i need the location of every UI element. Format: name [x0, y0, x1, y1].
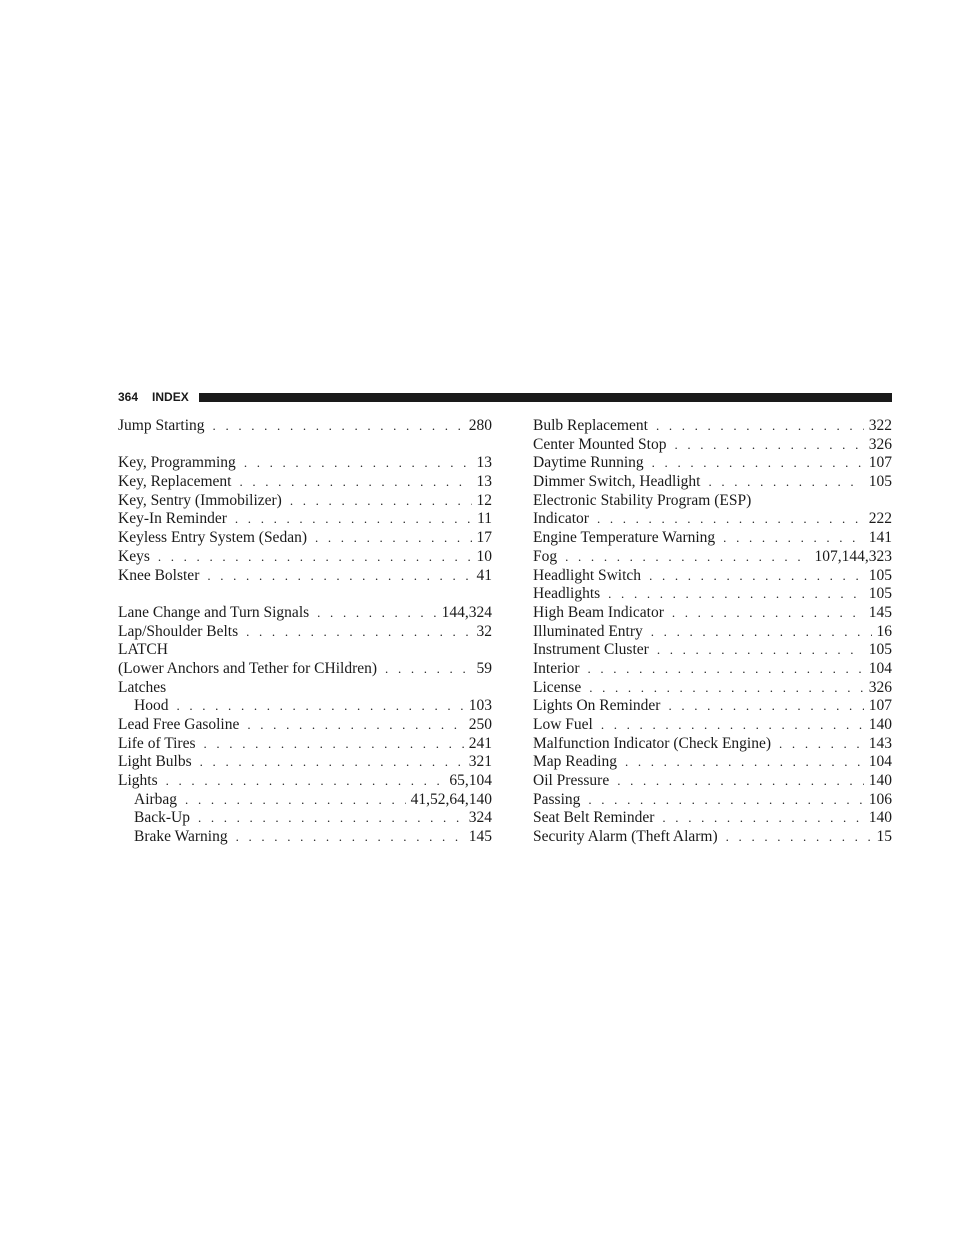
index-term: Lights — [118, 772, 158, 790]
index-term: Hood — [134, 697, 169, 715]
index-page-refs: 106 — [868, 790, 892, 808]
index-spacer — [118, 585, 492, 604]
header-rule — [199, 393, 892, 402]
index-spacer — [118, 436, 492, 455]
dot-leader — [176, 697, 463, 716]
index-page-refs: 105 — [868, 585, 892, 603]
index-term: Engine Temperature Warning — [533, 529, 716, 547]
index-entry — [118, 641, 492, 660]
index-entry — [533, 604, 892, 623]
index-entry — [533, 679, 892, 698]
index-term: Keyless Entry System (Sedan) — [118, 529, 307, 547]
index-entry — [533, 529, 892, 548]
index-term: Key, Replacement — [118, 473, 232, 491]
index-page-refs: 10 — [476, 547, 492, 565]
dot-leader — [662, 809, 863, 828]
index-page-refs: 65,104 — [449, 772, 492, 790]
dot-leader — [674, 436, 863, 455]
index-page-refs: 144,324 — [441, 603, 492, 621]
index-page-refs: 15 — [876, 828, 892, 846]
index-entry — [533, 623, 892, 642]
dot-leader — [158, 548, 472, 567]
index-entry — [118, 510, 492, 529]
index-entry — [533, 753, 892, 772]
index-column-left — [118, 417, 492, 847]
index-entry — [533, 473, 892, 492]
index-term: Jump Starting — [118, 417, 205, 434]
index-page-refs: 107,144,323 — [814, 547, 892, 565]
index-entry — [118, 772, 492, 791]
index-page-refs: 13 — [476, 473, 492, 491]
dot-leader — [608, 585, 864, 604]
index-term: Passing — [533, 790, 581, 808]
index-page-refs: 324 — [468, 809, 492, 827]
index-term: Illuminated Entry — [533, 622, 643, 640]
index-term: Oil Pressure — [533, 772, 610, 790]
dot-leader — [198, 809, 464, 828]
index-term: Security Alarm (Theft Alarm) — [533, 828, 718, 846]
dot-leader — [565, 548, 809, 567]
index-entry — [118, 529, 492, 548]
dot-leader — [185, 791, 406, 810]
index-page-refs: 41,52,64,140 — [410, 790, 492, 808]
index-page-refs: 16 — [876, 622, 892, 640]
index-term: Lap/Shoulder Belts — [118, 622, 239, 640]
index-page-refs: 321 — [468, 753, 492, 771]
dot-leader — [166, 772, 445, 791]
index-page-refs: 103 — [468, 697, 492, 715]
dot-leader — [657, 641, 864, 660]
index-column-right — [533, 417, 892, 847]
dot-leader — [236, 828, 464, 847]
index-entry — [118, 660, 492, 679]
index-entry — [118, 716, 492, 735]
index-term: Center Mounted Stop — [533, 435, 667, 453]
index-entry — [533, 735, 892, 754]
dot-leader — [597, 510, 864, 529]
dot-leader — [244, 454, 472, 473]
index-entry — [118, 604, 492, 623]
index-term: Low Fuel — [533, 716, 593, 733]
index-term: Airbag — [134, 790, 178, 808]
index-page-refs: 107 — [868, 454, 892, 472]
index-entry — [118, 473, 492, 492]
index-term: Dimmer Switch, Headlight — [533, 473, 701, 491]
index-entry — [533, 716, 892, 735]
index-term: Indicator — [533, 510, 589, 528]
dot-leader — [726, 828, 872, 847]
index-term: Map Reading — [533, 753, 617, 771]
index-page-refs: 280 — [468, 417, 492, 434]
index-term: Key, Programming — [118, 454, 236, 472]
index-page-refs: 104 — [868, 659, 892, 677]
dot-leader — [625, 753, 864, 772]
dot-leader — [246, 623, 471, 642]
index-entry — [118, 567, 492, 586]
index-term: Knee Bolster — [118, 566, 200, 584]
index-entry — [118, 679, 492, 698]
index-page-refs: 107 — [868, 697, 892, 715]
dot-leader — [204, 735, 464, 754]
dot-leader — [247, 716, 463, 735]
index-entry — [533, 567, 892, 586]
index-page-refs: 13 — [476, 454, 492, 472]
index-page-refs: 17 — [476, 529, 492, 547]
index-term: Keys — [118, 547, 150, 565]
index-page-refs: 222 — [868, 510, 892, 528]
index-term: Fog — [533, 547, 558, 565]
dot-leader — [601, 716, 864, 735]
index-term: Key-In Reminder — [118, 510, 227, 528]
index-entry — [533, 585, 892, 604]
index-page-refs: 11 — [477, 510, 492, 528]
index-entry — [533, 809, 892, 828]
index-subentry — [118, 697, 492, 716]
index-term: Lane Change and Turn Signals — [118, 603, 310, 621]
index-page-refs: 105 — [868, 566, 892, 584]
dot-leader — [649, 567, 864, 586]
index-page-refs: 12 — [476, 491, 492, 509]
index-term: License — [533, 678, 582, 696]
dot-leader — [652, 454, 864, 473]
index-page-refs: 250 — [468, 716, 492, 733]
index-page-refs: 32 — [476, 622, 492, 640]
dot-leader — [239, 473, 471, 492]
index-term: Headlight Switch — [533, 566, 642, 584]
index-entry — [118, 417, 492, 436]
index-term: Malfunction Indicator (Check Engine) — [533, 734, 772, 752]
dot-leader — [779, 735, 864, 754]
index-term: Key, Sentry (Immobilizer) — [118, 491, 282, 509]
index-entry — [533, 772, 892, 791]
dot-leader — [385, 660, 471, 679]
index-entry — [118, 548, 492, 567]
index-page-refs: 145 — [468, 828, 492, 846]
dot-leader — [708, 473, 863, 492]
index-term: Light Bulbs — [118, 753, 192, 771]
index-entry — [533, 791, 892, 810]
index-term: High Beam Indicator — [533, 603, 664, 621]
index-page-refs: 105 — [868, 641, 892, 659]
index-subentry — [118, 828, 492, 847]
index-entry — [533, 454, 892, 473]
index-page-refs: 143 — [868, 734, 892, 752]
index-term: Bulb Replacement — [533, 417, 648, 434]
index-entry — [533, 641, 892, 660]
dot-leader — [656, 417, 864, 436]
index-entry — [118, 735, 492, 754]
page-header — [118, 388, 892, 406]
dot-leader — [587, 660, 863, 679]
dot-leader — [290, 492, 472, 511]
index-subentry — [118, 809, 492, 828]
index-page-refs: 326 — [868, 435, 892, 453]
index-page-refs: 140 — [868, 809, 892, 827]
dot-leader — [213, 417, 464, 436]
dot-leader — [617, 772, 864, 791]
dot-leader — [200, 753, 464, 772]
index-entry — [533, 510, 892, 529]
index-entry — [533, 828, 892, 847]
index-page-refs: 140 — [868, 716, 892, 733]
index-entry — [533, 697, 892, 716]
index-entry — [533, 417, 892, 436]
index-page-refs: 326 — [868, 678, 892, 696]
index-term: LATCH — [118, 641, 168, 659]
dot-leader — [207, 567, 471, 586]
dot-leader — [317, 604, 436, 623]
index-term: Instrument Cluster — [533, 641, 649, 659]
dot-leader — [668, 697, 863, 716]
dot-leader — [723, 529, 864, 548]
section-title: INDEX — [152, 390, 189, 404]
index-entry — [533, 660, 892, 679]
index-subentry — [118, 791, 492, 810]
index-page-refs: 241 — [468, 734, 492, 752]
index-entry — [533, 436, 892, 455]
index-term: Electronic Stability Program (ESP) — [533, 491, 752, 509]
index-page-refs: 104 — [868, 753, 892, 771]
index-term: Brake Warning — [134, 828, 228, 846]
index-term: (Lower Anchors and Tether for CHildren) — [118, 659, 378, 677]
index-term: Daytime Running — [533, 454, 644, 472]
dot-leader — [672, 604, 864, 623]
index-entry — [118, 623, 492, 642]
index-term: Interior — [533, 659, 580, 677]
index-entry — [533, 548, 892, 567]
index-term: Lights On Reminder — [533, 697, 661, 715]
index-page-refs: 141 — [868, 529, 892, 547]
index-page-refs: 145 — [868, 603, 892, 621]
index-entry — [118, 492, 492, 511]
index-page-refs: 322 — [868, 417, 892, 434]
dot-leader — [235, 510, 472, 529]
index-term: Headlights — [533, 585, 601, 603]
dot-leader — [589, 679, 864, 698]
index-entry — [118, 454, 492, 473]
index-entry — [533, 492, 892, 511]
index-term: Lead Free Gasoline — [118, 716, 240, 733]
index-term: Latches — [118, 678, 167, 696]
index-term: Seat Belt Reminder — [533, 809, 655, 827]
index-term: Back-Up — [134, 809, 190, 827]
index-entry — [118, 753, 492, 772]
dot-leader — [651, 623, 872, 642]
index-page-refs: 140 — [868, 772, 892, 790]
dot-leader — [315, 529, 472, 548]
index-page-refs: 105 — [868, 473, 892, 491]
index-term: Life of Tires — [118, 734, 196, 752]
index-page-refs: 41 — [476, 566, 492, 584]
index-page-refs: 59 — [476, 659, 492, 677]
dot-leader — [588, 791, 863, 810]
page-number: 364 — [118, 390, 139, 404]
